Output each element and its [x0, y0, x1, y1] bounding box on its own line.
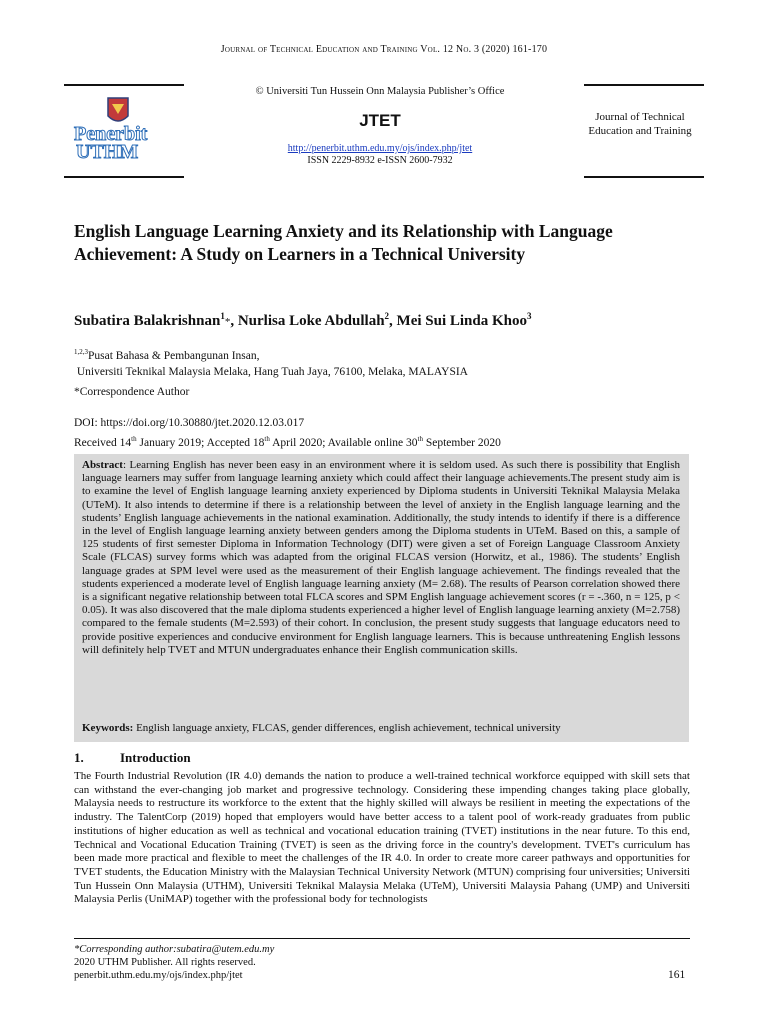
article-dates: Received 14th January 2019; Accepted 18th April 2020; Available online 30th September 2020: [74, 435, 501, 449]
affiliation-line-2: Universiti Teknikal Malaysia Melaka, Hang Tuah Jaya, 76100, Melaka, MALAYSIA: [74, 365, 468, 378]
keywords: [82, 722, 680, 734]
abstract-text: : Learning English has never been easy in an environment where it is seldom used. As such there is possibility that English language learners may suffer from language learning anxiety which could affect their language achievements.The present study aim is to examine the level of English language learning anxiety experienced by Diploma students in Universiti Teknikal Malaysia Melaka (UTeM). It also intends to determine if there is a relationship between the level of anxiety in the English language learning and the students’ English language achievements in the national examination. Additionally, the study intends to identify if there is a difference in the level of English language learning anxiety between genders among the Diploma students in UTeM. Based on this, a sample of 125 students of first semester Diploma in Information Technology (DIT) were given a set of Foreign Language Classroom Anxiety Scale (FLCAS) survey forms which was adapted from the original FLCAS version (Horwitz, et al., 1986). The students’ English language grades at SPM level were used as the measurement of their English language achievement. The findings revealed that the students experienced a moderate level of English language learning anxiety (M= 2.68). The results of Pearson correlation showed there is a significant negative relationship between total FLCA scores and SPM English language achievement scores (r = -.360, n = 125, p < 0.05). It was also discovered that the male diploma students experienced a higher level of English language learning anxiety (M=2.758) compared to the female students (M=2.593) of their cohort. In conclusion, the present study suggests that language educators need to provide positive experiences and conducive environment for English language learners. This is because unthreatening English lessons will definitely help TVET and MTUN undergraduates enhance their English communication skills.: [82, 459, 680, 656]
footnote-rule: [74, 938, 690, 939]
author-name: Nurlisa Loke Abdullah: [237, 313, 385, 329]
header-rule-left-top: [64, 84, 184, 86]
journal-header: [190, 86, 570, 166]
doi: DOI: https://doi.org/10.30880/jtet.2020.12.03.017: [74, 417, 305, 429]
intro-paragraph: The Fourth Industrial Revolution (IR 4.0) demands the nation to produce a well-trained technical workforce equipped with skill sets that can withstand the ever-changing job market and progressive technology. Considering these impending changes taking place globally, Malaysia needs to restructure its workforce to the extent that the highly skilled will always be resilient in meeting the expectations of the industry. The TalentCorp (2019) hoped that employers would have better access to a talent pool of work-ready graduates from public institutions of higher education as well as technical and vocational education training (TVET) institutions in the near future. To this end, Technical and Vocational Education Training (TVET) is seen as the driving force in the country's development. TVET's curriculum has been made more practical and flexible to meet the challenges of the IR 4.0. In order to create more career pathways and opportunities for TVET students, the Education Ministry with the Malaysian Technical University Network (MTUN) comprising four universities; Universiti Tun Hussein Onn Malaysia (UTHM), Universiti Teknikal Malaysia Melaka (UTeM), Universiti Malaysia Pahang (UMP) and Universiti Malaysia Perlis (UniMAP) together with the professional body for technologists: [74, 770, 690, 906]
affiliation-line-1: Pusat Bahasa & Pembangunan Insan,: [88, 349, 260, 362]
affiliation-mark: 1,2,3: [74, 348, 88, 356]
author-affiliation-mark: 2: [384, 311, 390, 321]
author-affiliation-mark: 3: [526, 311, 532, 321]
author-affiliation-mark: 1: [220, 311, 225, 321]
section-heading: [74, 750, 191, 766]
section-title: Introduction: [120, 750, 191, 765]
article-info: [74, 415, 501, 451]
author-corresponding-mark: *: [224, 316, 231, 328]
author-list: [74, 311, 531, 330]
author-separator: ,: [230, 313, 238, 329]
paper-title: English Language Learning Anxiety and its Relationship with Language Achievement: A Study on Learners in a Technical University: [74, 221, 613, 264]
header-rule-right-bottom: [584, 176, 704, 178]
abstract: [82, 459, 680, 657]
publisher-line: © Universiti Tun Hussein Onn Malaysia Publisher’s Office: [255, 86, 505, 97]
journal-abbreviation: JTET: [359, 111, 401, 130]
issn: ISSN 2229-8932 e-ISSN 2600-7932: [307, 155, 453, 166]
footer-url: penerbit.uthm.edu.my/ojs/index.php/jtet: [74, 970, 243, 981]
header-rule-left-bottom: [64, 176, 184, 178]
logo-text-line2: UTHM: [76, 141, 139, 163]
uthm-crest-icon: [70, 96, 180, 166]
affiliation: [74, 344, 468, 380]
author-separator: ,: [389, 313, 397, 329]
corresponding-email: *Corresponding author:subatira@utem.edu.my: [74, 944, 275, 955]
publisher-logo: [70, 96, 180, 166]
footnote: [74, 943, 274, 982]
abstract-label: Abstract: [82, 459, 123, 471]
journal-url-link[interactable]: http://penerbit.uthm.edu.my/ojs/index.php/jtet: [287, 143, 473, 154]
keywords-text: English language anxiety, FLCAS, gender differences, english achievement, technical university: [133, 722, 561, 734]
journal-full-name: Journal of Technical Education and Training: [588, 111, 692, 137]
header-rule-right-top: [584, 84, 704, 86]
correspondence-note: *Correspondence Author: [74, 386, 190, 398]
author-name: Mei Sui Linda Khoo: [396, 313, 527, 329]
copyright-line: 2020 UTHM Publisher. All rights reserved.: [74, 957, 256, 968]
section-number: 1.: [74, 750, 84, 765]
running-head: Journal of Technical Education and Training Vol. 12 No. 3 (2020) 161-170: [220, 44, 548, 55]
keywords-label: Keywords:: [82, 722, 134, 734]
page-number: 161: [668, 969, 686, 981]
logo-text-line1: Penerbit: [74, 123, 148, 145]
author-name: Subatira Balakrishnan: [74, 313, 221, 329]
